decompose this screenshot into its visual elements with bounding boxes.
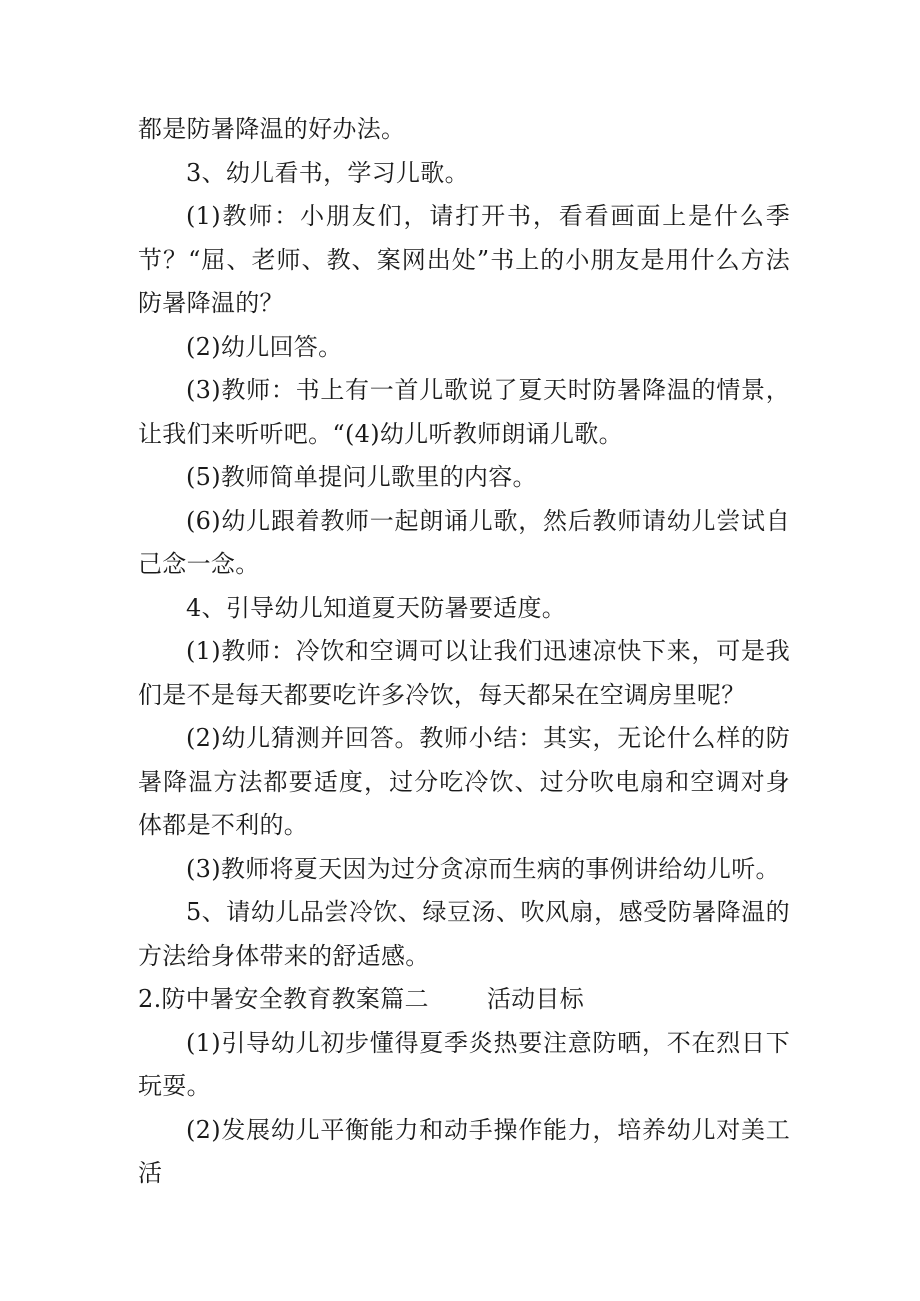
goal-item: (2)发展幼儿平衡能力和动手操作能力，培养幼儿对美工活 <box>138 1115 790 1187</box>
step-heading: 4、引导幼儿知道夏天防暑要适度。 <box>186 593 567 622</box>
paragraph: (2)幼儿回答。 <box>186 332 343 361</box>
paragraph: (5)教师简单提问儿歌里的内容。 <box>186 463 537 491</box>
paragraph: (2)幼儿猜测并回答。教师小结：其实，无论什么样的防暑降温方法都要适度，过分吃冷饮、过分吹电扇和空调对身体都是不利的。 <box>138 724 790 839</box>
paragraph: (1)教师：小朋友们，请打开书，看看画面上是什么季节？“屈、老师、教、案网出处”书上的小朋友是用什么方法防暑降温的？ <box>138 202 790 317</box>
paragraph: (1)教师：冷饮和空调可以让我们迅速凉快下来，可是我们是不是每天都要吃许多冷饮，每天都呆在空调房里呢？ <box>138 637 790 709</box>
section-subtitle: 活动目标 <box>486 985 585 1013</box>
paragraph: (6)幼儿跟着教师一起朗诵儿歌，然后教师请幼儿尝试自己念一念。 <box>138 506 790 578</box>
section-title: 2.防中暑安全教育教案篇二 <box>138 985 429 1013</box>
paragraph: (3)教师将夏天因为过分贪凉而生病的事例讲给幼儿听。 <box>186 854 780 883</box>
paragraph: (3)教师：书上有一首儿歌说了夏天时防暑降温的情景，让我们来听听吧。“(4)幼儿听教师朗诵儿歌。 <box>138 376 790 448</box>
section-heading <box>138 978 790 1022</box>
paragraph: 都是防暑降温的好办法。 <box>138 115 406 143</box>
step-heading: 3、幼儿看书，学习儿歌。 <box>186 158 469 187</box>
document-body <box>138 108 790 1196</box>
step-heading: 5、请幼儿品尝冷饮、绿豆汤、吹风扇，感受防暑降温的方法给身体带来的舒适感。 <box>138 898 790 970</box>
goal-item: (1)引导幼儿初步懂得夏季炎热要注意防晒，不在烈日下玩耍。 <box>138 1028 790 1100</box>
